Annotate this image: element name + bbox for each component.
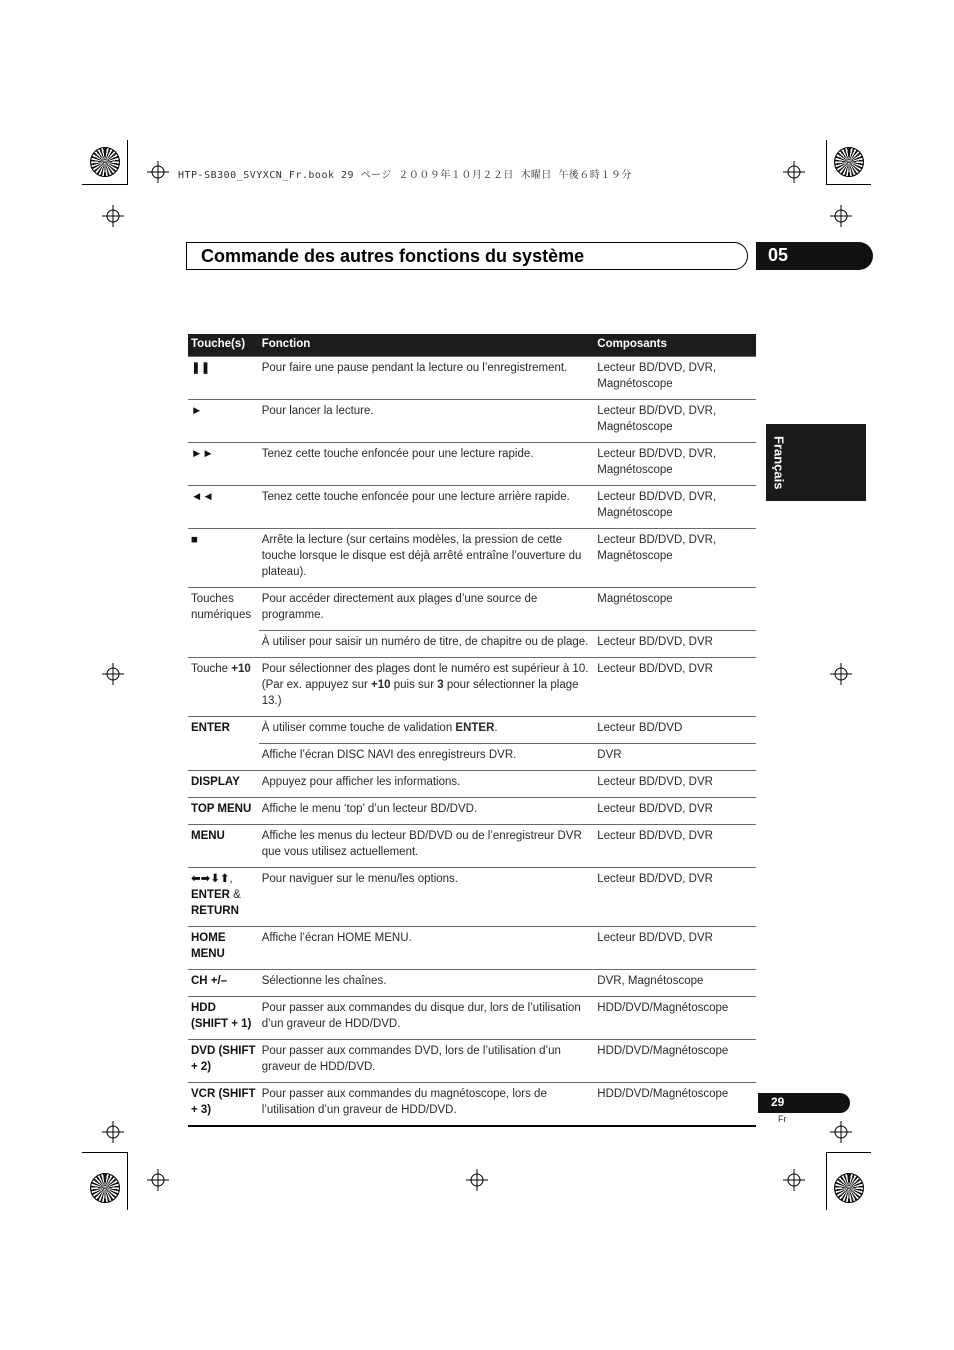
chapter-number-badge	[756, 242, 873, 270]
components-cell: Lecteur BD/DVD, DVR	[594, 927, 756, 970]
crosshair-icon	[830, 663, 852, 685]
function-cell: Affiche les menus du lecteur BD/DVD ou de l’enregistreur DVR que vous utilisez actuellement.	[259, 825, 595, 868]
function-cell: Pour sélectionner des plages dont le numéro est supérieur à 10. (Par ex. appuyez sur +10 puis sur 3 pour sélectionner la plage 13.)	[259, 658, 595, 717]
chapter-number: 05	[768, 245, 789, 265]
table-row	[188, 927, 756, 970]
components-cell: Magnétoscope	[594, 588, 756, 631]
page-number: 29	[771, 1095, 785, 1109]
language-tab	[766, 424, 866, 501]
function-cell: Pour passer aux commandes du disque dur, lors de l’utilisation d’un graveur de HDD/DVD.	[259, 997, 595, 1040]
key-menu: MENU	[188, 825, 259, 868]
chapter-title-bar	[186, 242, 748, 270]
table-row	[188, 997, 756, 1040]
components-cell: Lecteur BD/DVD, DVR, Magnétoscope	[594, 529, 756, 588]
function-cell: À utiliser comme touche de validation ENTER.	[259, 717, 595, 744]
crosshair-icon	[783, 161, 805, 183]
function-cell: Sélectionne les chaînes.	[259, 970, 595, 997]
table-row	[188, 717, 756, 744]
crosshair-icon	[102, 663, 124, 685]
key-home-menu: HOME MENU	[188, 927, 259, 970]
key-hdd: HDD (SHIFT + 1)	[188, 997, 259, 1040]
page-language: Fr	[778, 1114, 787, 1124]
components-cell: Lecteur BD/DVD, DVR	[594, 771, 756, 798]
table-row	[188, 825, 756, 868]
key-fast-forward: ►►	[188, 443, 259, 486]
function-cell: Arrête la lecture (sur certains modèles, la pression de cette touche lorsque le disque est déjà arrêté entraîne l’ouverture du plateau).	[259, 529, 595, 588]
header-components: Composants	[594, 334, 756, 357]
key-number-buttons: Touches numériques	[188, 588, 259, 658]
key-dvd: DVD (SHIFT + 2)	[188, 1040, 259, 1083]
arrow-keys-icon: ⬅➡⬇⬆	[191, 873, 230, 885]
function-cell: Tenez cette touche enfoncée pour une lecture arrière rapide.	[259, 486, 595, 529]
table-row	[188, 771, 756, 798]
key-display: DISPLAY	[188, 771, 259, 798]
crosshair-icon	[102, 205, 124, 227]
table-row	[188, 529, 756, 588]
components-cell: Lecteur BD/DVD, DVR, Magnétoscope	[594, 400, 756, 443]
components-cell: Lecteur BD/DVD, DVR, Magnétoscope	[594, 357, 756, 400]
function-cell: Pour lancer la lecture.	[259, 400, 595, 443]
chapter-title: Commande des autres fonctions du système	[201, 246, 585, 266]
table-row	[188, 631, 756, 658]
function-cell: Pour passer aux commandes DVD, lors de l’utilisation d’un graveur de HDD/DVD.	[259, 1040, 595, 1083]
function-cell: À utiliser pour saisir un numéro de titre, de chapitre ou de plage.	[259, 631, 595, 658]
registration-target-icon	[90, 147, 120, 177]
table-row	[188, 357, 756, 400]
key-rewind: ◄◄	[188, 486, 259, 529]
components-cell: Lecteur BD/DVD, DVR	[594, 658, 756, 717]
table-row	[188, 588, 756, 631]
crosshair-icon	[830, 205, 852, 227]
registration-target-icon	[90, 1173, 120, 1203]
controls-table	[188, 334, 756, 1127]
table-row	[188, 1040, 756, 1083]
key-plus10: Touche +10	[188, 658, 259, 717]
table-row	[188, 744, 756, 771]
function-cell: Affiche l’écran HOME MENU.	[259, 927, 595, 970]
components-cell: Lecteur BD/DVD, DVR	[594, 868, 756, 927]
function-cell: Pour naviguer sur le menu/les options.	[259, 868, 595, 927]
registration-target-icon	[834, 1173, 864, 1203]
key-play: ►	[188, 400, 259, 443]
table-header-row	[188, 334, 756, 357]
key-pause: ❚❚	[188, 357, 259, 400]
function-cell: Tenez cette touche enfoncée pour une lecture rapide.	[259, 443, 595, 486]
language-label: Français	[771, 435, 787, 490]
key-stop: ■	[188, 529, 259, 588]
header-function: Fonction	[259, 334, 595, 357]
function-cell: Affiche le menu ‘top’ d’un lecteur BD/DVD.	[259, 798, 595, 825]
key-enter: ENTER	[188, 717, 259, 771]
function-cell: Pour passer aux commandes du magnétoscope, lors de l’utilisation d’un graveur de HDD/DVD.	[259, 1083, 595, 1127]
table-row	[188, 658, 756, 717]
components-cell: DVR, Magnétoscope	[594, 970, 756, 997]
header-keys: Touche(s)	[188, 334, 259, 357]
components-cell: Lecteur BD/DVD, DVR	[594, 631, 756, 658]
components-cell: Lecteur BD/DVD, DVR, Magnétoscope	[594, 486, 756, 529]
components-cell: DVR	[594, 744, 756, 771]
key-top-menu: TOP MENU	[188, 798, 259, 825]
components-cell: HDD/DVD/Magnétoscope	[594, 1040, 756, 1083]
components-cell: Lecteur BD/DVD	[594, 717, 756, 744]
table-row	[188, 486, 756, 529]
components-cell: HDD/DVD/Magnétoscope	[594, 997, 756, 1040]
table-row	[188, 868, 756, 927]
key-vcr: VCR (SHIFT + 3)	[188, 1083, 259, 1127]
function-cell: Pour accéder directement aux plages d’une source de programme.	[259, 588, 595, 631]
table-row	[188, 400, 756, 443]
crosshair-icon	[102, 1121, 124, 1143]
registration-target-icon	[834, 147, 864, 177]
function-cell: Appuyez pour afficher les informations.	[259, 771, 595, 798]
table-row	[188, 443, 756, 486]
table-row	[188, 798, 756, 825]
crosshair-icon	[147, 161, 169, 183]
crosshair-icon	[830, 1121, 852, 1143]
function-cell: Affiche l’écran DISC NAVI des enregistreurs DVR.	[259, 744, 595, 771]
components-cell: Lecteur BD/DVD, DVR	[594, 798, 756, 825]
crosshair-icon	[466, 1169, 488, 1191]
components-cell: Lecteur BD/DVD, DVR, Magnétoscope	[594, 443, 756, 486]
key-navigation: ⬅➡⬇⬆, ENTER & RETURN	[188, 868, 259, 927]
page-number-badge	[758, 1093, 850, 1113]
crosshair-icon	[147, 1169, 169, 1191]
components-cell: Lecteur BD/DVD, DVR	[594, 825, 756, 868]
components-cell: HDD/DVD/Magnétoscope	[594, 1083, 756, 1127]
table-row	[188, 1083, 756, 1127]
print-header: HTP-SB300_SVYXCN_Fr.book 29 ページ ２００９年１０月２２日 木曜日 午後６時１９分	[178, 170, 632, 181]
function-cell: Pour faire une pause pendant la lecture ou l’enregistrement.	[259, 357, 595, 400]
crosshair-icon	[783, 1169, 805, 1191]
table-row	[188, 970, 756, 997]
key-channel: CH +/–	[188, 970, 259, 997]
